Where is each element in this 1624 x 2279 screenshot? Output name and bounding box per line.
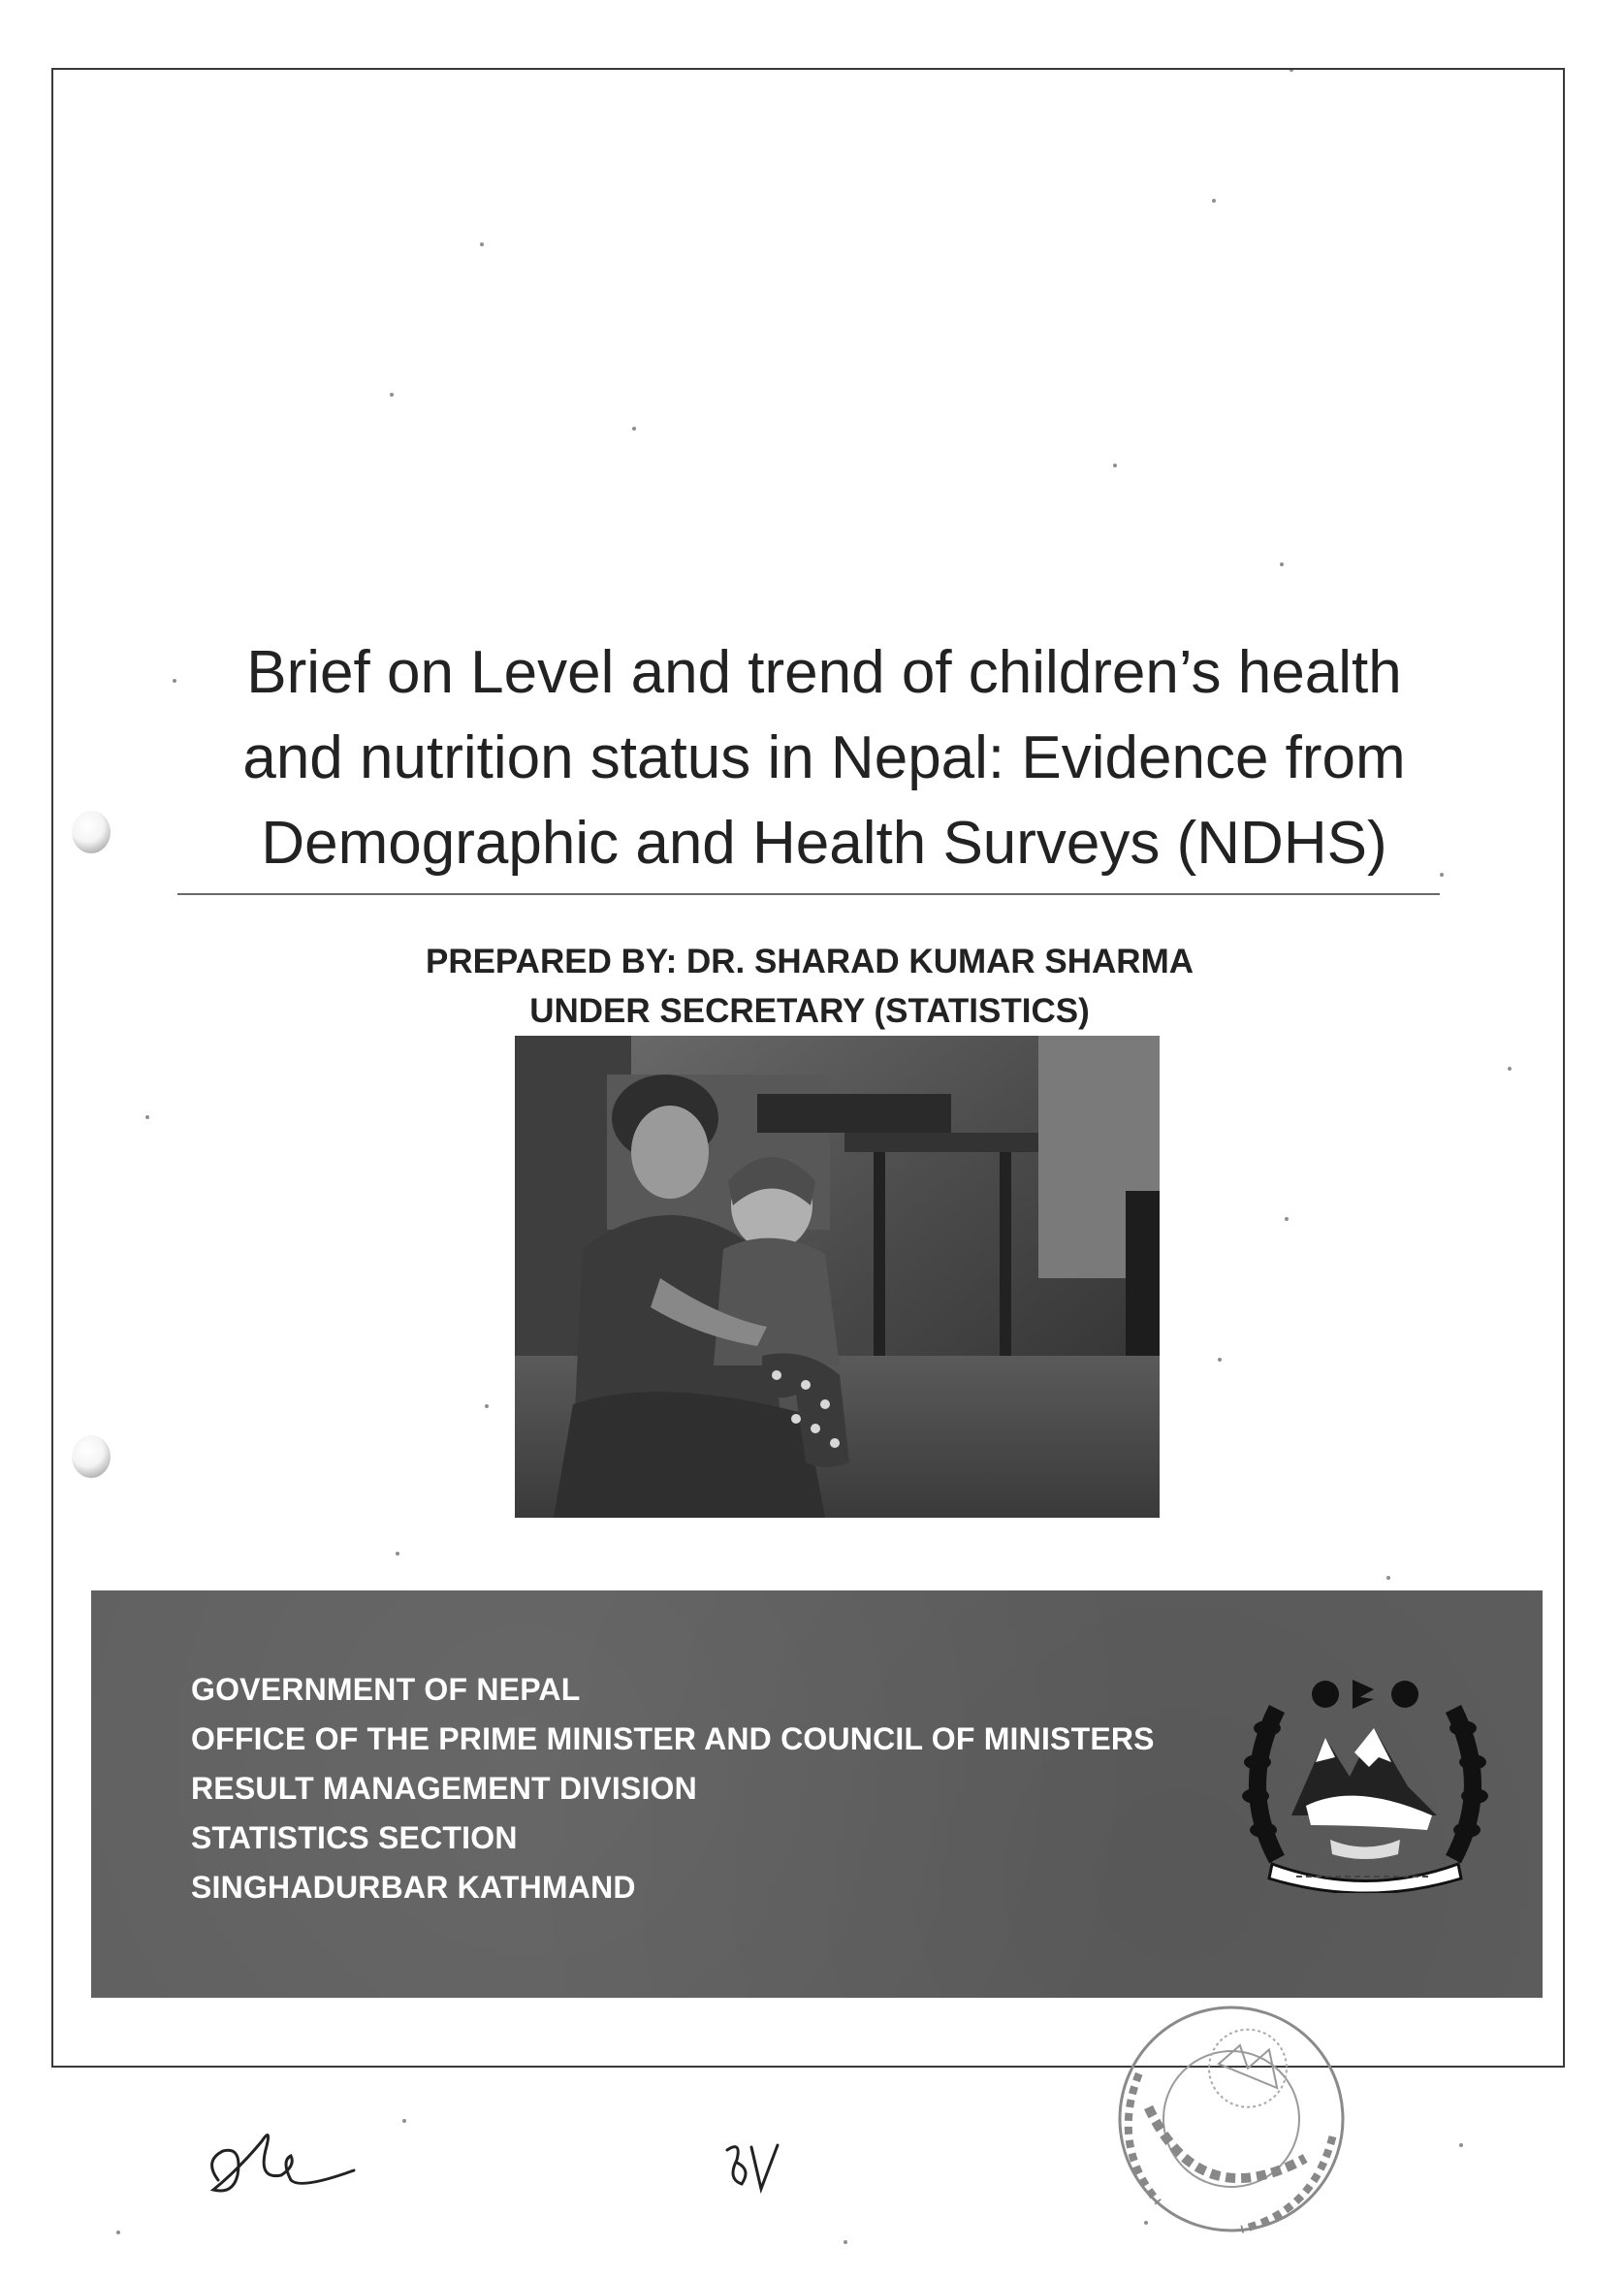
initials	[717, 2135, 795, 2203]
organization-banner	[91, 1590, 1543, 1998]
mother-child-photo	[515, 1036, 1160, 1518]
title-line: and nutrition status in Nepal: Evidence from	[242, 724, 1406, 791]
official-stamp	[1105, 1988, 1357, 2250]
org-line: SINGHADURBAR KATHMAND	[191, 1870, 636, 1905]
org-line: OFFICE OF THE PRIME MINISTER AND COUNCIL OF MINISTERS	[191, 1721, 1155, 1756]
document-title	[155, 630, 1493, 886]
prepared-by: PREPARED BY: DR. SHARAD KUMAR SHARMA	[425, 943, 1194, 980]
punch-hole-bottom	[72, 1435, 111, 1478]
org-line: RESULT MANAGEMENT DIVISION	[191, 1771, 697, 1806]
title-line: Brief on Level and trend of children’s health	[246, 639, 1402, 706]
signature	[199, 2122, 364, 2209]
author-block	[242, 937, 1377, 1036]
cover-photo	[515, 1036, 1160, 1518]
punch-hole-top	[72, 811, 111, 853]
author-designation: UNDER SECRETARY (STATISTICS)	[529, 992, 1090, 1030]
title-divider	[177, 893, 1440, 895]
title-line: Demographic and Health Surveys (NDHS)	[261, 810, 1387, 877]
emblem-icon	[1238, 1670, 1492, 1893]
org-line: GOVERNMENT OF NEPAL	[191, 1672, 581, 1707]
org-line: STATISTICS SECTION	[191, 1820, 518, 1855]
organization-address	[191, 1665, 1155, 1912]
